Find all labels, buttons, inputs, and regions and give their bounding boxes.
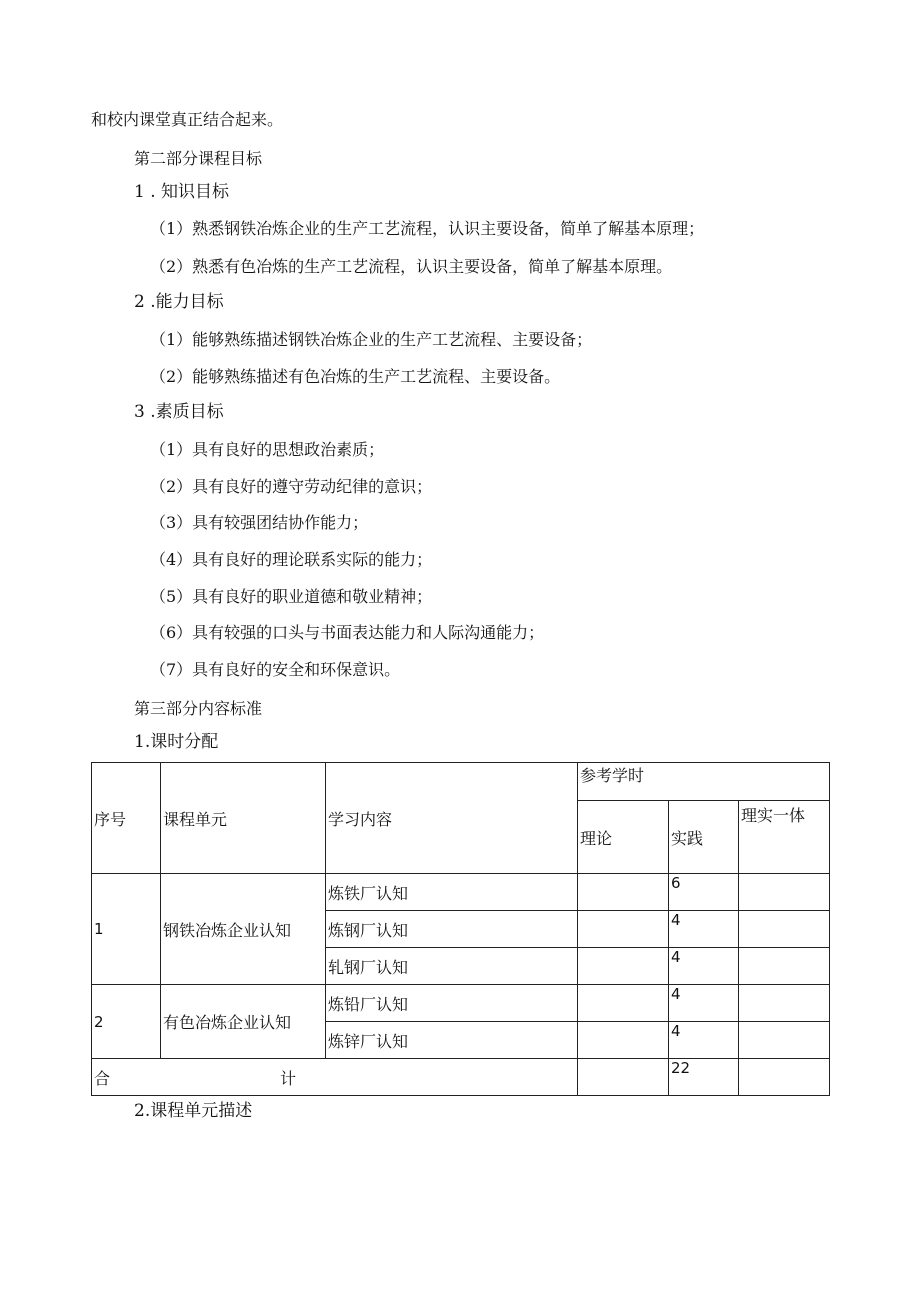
- row-integrated: [739, 874, 830, 911]
- total-theory: [578, 1059, 669, 1096]
- hours-heading: 1.课时分配: [134, 732, 219, 752]
- row-integrated: [739, 985, 830, 1022]
- row-theory: [578, 911, 669, 948]
- row-practice: 4: [669, 911, 739, 948]
- quality-item-3: （3）具有较强团结协作能力；: [150, 513, 369, 532]
- row-content: 炼锌厂认知: [326, 1022, 578, 1059]
- group-1-unit: 钢铁冶炼企业认知: [161, 874, 326, 985]
- ability-item-1: （1）能够熟练描述钢铁冶炼企业的生产工艺流程、主要设备；: [150, 330, 593, 349]
- row-integrated: [739, 1022, 830, 1059]
- row-practice: 4: [669, 1022, 739, 1059]
- row-theory: [578, 1022, 669, 1059]
- header-theory: 理论: [578, 801, 669, 874]
- total-label-left: 合: [94, 1068, 111, 1088]
- row-theory: [578, 985, 669, 1022]
- knowledge-item-1: （1）熟悉钢铁冶炼企业的生产工艺流程，认识主要设备，简单了解基本原理；: [150, 219, 705, 238]
- header-integrated: 理实一体: [739, 801, 830, 874]
- row-content: 炼铁厂认知: [326, 874, 578, 911]
- total-integrated: [739, 1059, 830, 1096]
- ability-heading: 2 .能力目标: [134, 292, 224, 312]
- header-ref-hours: 参考学时: [578, 763, 830, 801]
- group-2-seq: 2: [92, 985, 161, 1059]
- intro-tail-text: 和校内课堂真正结合起来。: [91, 110, 284, 129]
- knowledge-item-2: （2）熟悉有色冶炼的生产工艺流程，认识主要设备，简单了解基本原理。: [150, 257, 673, 276]
- unit-desc-heading: 2.课程单元描述: [134, 1101, 253, 1121]
- row-integrated: [739, 948, 830, 985]
- total-label-right: 计: [280, 1068, 297, 1088]
- part2-title: 第二部分课程目标: [134, 149, 263, 168]
- group-1-seq: 1: [92, 874, 161, 985]
- group-2-unit: 有色冶炼企业认知: [161, 985, 326, 1059]
- knowledge-heading: 1 . 知识目标: [134, 182, 230, 202]
- row-theory: [578, 948, 669, 985]
- quality-item-2: （2）具有良好的遵守劳动纪律的意识；: [150, 477, 433, 496]
- row-theory: [578, 874, 669, 911]
- row-content: 炼铅厂认知: [326, 985, 578, 1022]
- quality-item-5: （5）具有良好的职业道德和敬业精神；: [150, 587, 433, 606]
- total-label: [92, 1059, 578, 1096]
- header-unit: 课程单元: [161, 763, 326, 874]
- row-content: 炼钢厂认知: [326, 911, 578, 948]
- hours-allocation-table: [91, 762, 830, 1096]
- row-practice: 6: [669, 874, 739, 911]
- header-content: 学习内容: [326, 763, 578, 874]
- ability-item-2: （2）能够熟练描述有色冶炼的生产工艺流程、主要设备。: [150, 367, 561, 386]
- quality-heading: 3 .素质目标: [134, 402, 224, 422]
- quality-item-4: （4）具有良好的理论联系实际的能力；: [150, 550, 433, 569]
- row-content: 轧钢厂认知: [326, 948, 578, 985]
- header-seq: 序号: [92, 763, 161, 874]
- row-integrated: [739, 911, 830, 948]
- header-practice: 实践: [669, 801, 739, 874]
- total-practice: 22: [669, 1059, 739, 1096]
- row-practice: 4: [669, 948, 739, 985]
- quality-item-6: （6）具有较强的口头与书面表达能力和人际沟通能力；: [150, 623, 545, 642]
- quality-item-1: （1）具有良好的思想政治素质；: [150, 440, 385, 459]
- quality-item-7: （7）具有良好的安全和环保意识。: [150, 660, 401, 679]
- row-practice: 4: [669, 985, 739, 1022]
- part3-title: 第三部分内容标准: [134, 699, 263, 718]
